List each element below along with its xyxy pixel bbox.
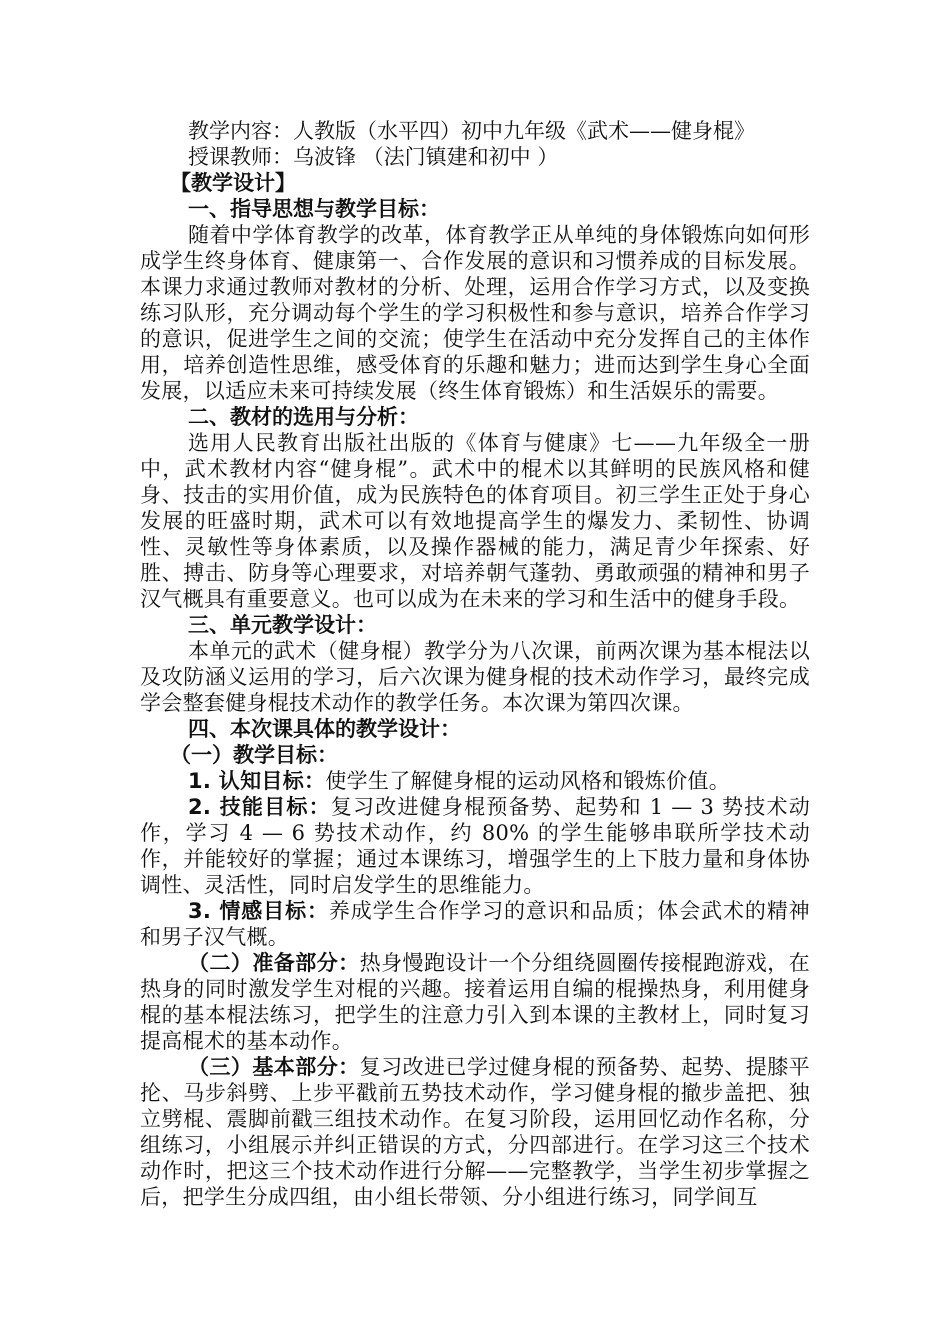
- goal-cognitive-text: 使学生了解健身棍的运动风格和锻炼价值。: [325, 769, 731, 793]
- section-3-title: 三、单元教学设计：: [188, 613, 377, 637]
- section-2-title: 二、教材的选用与分析：: [188, 405, 419, 429]
- section-1-title: 一、指导思想与教学目标：: [188, 197, 440, 221]
- preparation-part: [140, 950, 810, 1054]
- goal-skill-text: 复习改进健身棍预备势、起势和 1 — 3 势技术动作，学习 4 — 6 势技术动作，约 80% 的学生能够串联所学技术动作，并能较好的掌握；通过本课练习，增强学生的上下肢力量和身体协调性、灵活性，同时启发学生的思维能力。: [140, 795, 810, 897]
- basic-text: 复习改进已学过健身棍的预备势、起势、提膝平抡、马步斜劈、上步平戳前五势技术动作，学习健身棍的撤步盖把、独立劈棍、震脚前戳三组技术动作。在复习阶段，运用回忆动作名称，分组练习，小组展示并纠正错误的方式，分四部进行。在学习这三个技术动作时，把这三个技术动作进行分解——完整教学，当学生初步掌握之后，把学生分成四组，由小组长带领、分小组进行练习，同学间互: [140, 1055, 810, 1209]
- teacher-line: 授课教师：乌波锋 （法门镇建和初中 ）: [188, 145, 559, 169]
- goal-skill: [140, 794, 810, 898]
- design-title: 【教学设计】: [170, 171, 296, 195]
- basic-label: （三）基本部分：: [188, 1055, 360, 1079]
- content-line: 教学内容：人教版（水平四）初中九年级《武术——健身棍》: [188, 119, 755, 143]
- section-1-body: 随着中学体育教学的改革，体育教学正从单纯的身体锻炼向如何形成学生终身体育、健康第一、合作发展的意识和习惯养成的目标发展。本课力求通过教师对教材的分析、处理，运用合作学习方式，以及变换练习队形，充分调动每个学生的学习积极性和参与意识，培养合作学习的意识，促进学生之间的交流；使学生在活动中充分发挥自己的主体作用，培养创造性思维，感受体育的乐趣和魅力；进而达到学生身心全面发展，以适应未来可持续发展（终生体育锻炼）和生活娱乐的需要。: [140, 223, 810, 403]
- goal-emotion-text: 养成学生合作学习的意识和品质；体会武术的精神和男子汉气概。: [140, 899, 810, 949]
- goal-skill-label: 2. 技能目标：: [188, 795, 331, 819]
- section-4-title: 四、本次课具体的教学设计：: [188, 717, 461, 741]
- goal-cognitive: [140, 768, 810, 794]
- teaching-goals-title: （一）教学目标：: [170, 743, 338, 767]
- goal-cognitive-label: 1. 认知目标：: [188, 769, 326, 793]
- preparation-text: 热身慢跑设计一个分组绕圆圈传接棍跑游戏，在热身的同时激发学生对棍的兴趣。接着运用自编的棍操热身，利用健身棍的基本棍法练习，把学生的注意力引入到本课的主教材上，同时复习提高棍术的基本动作。: [140, 951, 810, 1053]
- document-page: [140, 118, 810, 1210]
- goal-emotion: [140, 898, 810, 950]
- section-2-body: 选用人民教育出版社出版的《体育与健康》七——九年级全一册中，武术教材内容“健身棍”。武术中的棍术以其鲜明的民族风格和健身、技击的实用价值，成为民族特色的体育项目。初三学生正处于身心发展的旺盛时期，武术可以有效地提高学生的爆发力、柔韧性、协调性、灵敏性等身体素质，以及操作器械的能力，满足青少年探索、好胜、搏击、防身等心理要求，对培养朝气蓬勃、勇敢顽强的精神和男子汉气概具有重要意义。也可以成为在未来的学习和生活中的健身手段。: [140, 431, 810, 611]
- goal-emotion-label: 3. 情感目标：: [188, 899, 329, 923]
- preparation-label: （二）准备部分：: [188, 951, 360, 975]
- section-3-body: 本单元的武术（健身棍）教学分为八次课，前两次课为基本棍法以及攻防涵义运用的学习，后六次课为健身棍的技术动作学习，最终完成学会整套健身棍技术动作的教学任务。本次课为第四次课。: [140, 639, 810, 715]
- basic-part: [140, 1054, 810, 1210]
